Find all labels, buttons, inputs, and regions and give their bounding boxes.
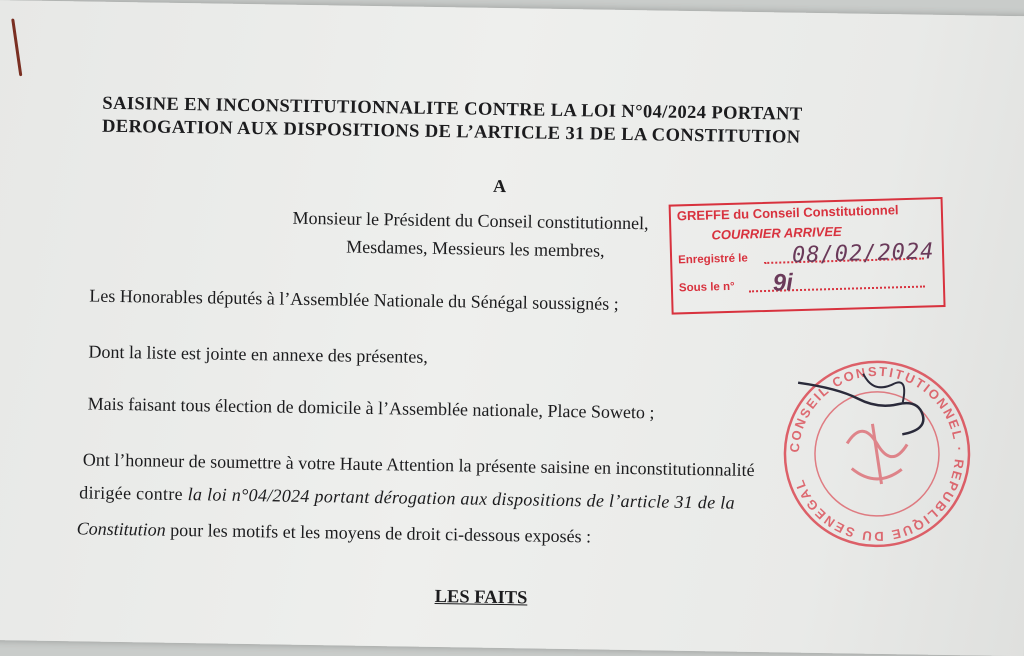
registry-stamp-date-label: Enregistré le <box>677 252 748 267</box>
registry-stamp-title: GREFFE du Conseil Constitutionnel <box>676 202 899 224</box>
constitution-word: Constitution <box>76 518 166 540</box>
document-title-line-1: SAISINE EN INCONSTITUTIONNALITE CONTRE LA LOI N°04/2024 PORTANT <box>102 93 803 125</box>
registry-stamp-number-label: Sous le n° <box>678 280 735 295</box>
addressee-line-1: Monsieur le Président du Conseil constitutionnel, <box>292 207 649 234</box>
registry-stamp-number-value: 9i <box>772 269 794 297</box>
section-heading-facts: LES FAITS <box>434 586 528 609</box>
addressee-prefix: A <box>492 175 507 197</box>
registry-stamp <box>669 197 946 315</box>
seal-emblem <box>847 423 908 484</box>
pen-mark <box>11 18 22 76</box>
paragraph-law-reference <box>79 482 735 513</box>
round-official-seal <box>775 352 978 555</box>
motives-suffix: pour les motifs et les moyens de droit ci-dessous exposés : <box>165 519 592 547</box>
law-reference-italic: la loi n°04/2024 portant dérogation aux dispositions de l’article 31 de la <box>187 484 736 513</box>
paragraph-motives <box>77 518 592 547</box>
paragraph-submission: Ont l’honneur de soumettre à votre Haute Attention la présente saisine en inconstitutionnalité <box>82 449 755 481</box>
paragraph-domicile: Mais faisant tous élection de domicile à l’Assemblée nationale, Place Soweto ; <box>87 393 655 423</box>
law-reference-prefix: dirigée contre <box>79 482 188 505</box>
registry-stamp-date-value: 08/02/2024 <box>791 239 935 269</box>
registry-stamp-subtitle: COURRIER ARRIVEE <box>711 223 842 243</box>
paragraph-deputies: Les Honorables députés à l’Assemblée Nationale du Sénégal soussignés ; <box>89 285 619 314</box>
paragraph-annex: Dont la liste est jointe en annexe des présentes, <box>88 341 429 367</box>
addressee-line-2: Mesdames, Messieurs les membres, <box>346 236 605 261</box>
seal-ring-text: CONSEIL CONSTITUTIONNEL · REPUBLIQUE DU SENEGAL <box>786 363 968 544</box>
document-title-line-2: DEROGATION AUX DISPOSITIONS DE L’ARTICLE 31 DE LA CONSTITUTION <box>101 116 801 148</box>
